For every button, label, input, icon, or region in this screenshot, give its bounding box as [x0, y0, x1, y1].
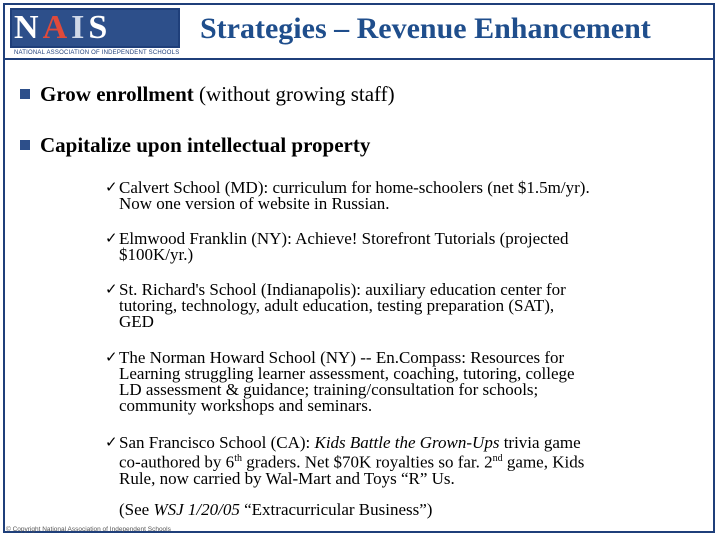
copyright-footer: © Copyright National Association of Independent Schools — [6, 526, 171, 533]
check-item-norman-howard — [105, 348, 709, 415]
check-line: co-authored by 6th graders. Net $70K royalties so far. 2nd game, Kids — [119, 452, 585, 472]
square-bullet-icon — [20, 89, 30, 99]
bullet-rest-text: (without growing staff) — [193, 82, 395, 106]
bullet-intellectual-property — [20, 133, 370, 157]
logo-letters — [14, 10, 111, 46]
see-reference: (See WSJ 1/20/05 “Extracurricular Business”) — [119, 500, 433, 519]
logo-letter-n: N — [14, 9, 39, 46]
check-line: Rule, now carried by Wal-Mart and Toys “R” Us. — [119, 468, 455, 488]
nais-logo — [10, 8, 180, 58]
bullet-bold-text: Grow enrollment — [40, 82, 194, 106]
logo-letter-a: A — [42, 9, 68, 46]
checkmark-icon: ✓ — [105, 350, 118, 366]
checkmark-icon: ✓ — [105, 282, 118, 298]
logo-bar — [10, 8, 180, 48]
logo-caption: NATIONAL ASSOCIATION OF INDEPENDENT SCHOOLS — [14, 50, 180, 56]
check-line: Calvert School (MD): curriculum for home-schoolers (net $1.5m/yr). — [119, 178, 590, 197]
slide-title: Strategies – Revenue Enhancement — [200, 12, 651, 45]
checkmark-icon: ✓ — [105, 180, 118, 196]
check-line: community workshops and seminars. — [119, 396, 373, 415]
checkmark-icon: ✓ — [105, 435, 118, 451]
wsj-citation: WSJ 1/20/05 — [153, 500, 240, 519]
check-line: $100K/yr.) — [119, 245, 194, 264]
check-line: Elmwood Franklin (NY): Achieve! Storefront Tutorials (projected — [119, 229, 569, 248]
check-item-calvert — [105, 178, 709, 213]
checkmark-icon: ✓ — [105, 231, 118, 247]
check-item-st-richards — [105, 280, 709, 331]
check-line: The Norman Howard School (NY) -- En.Compass: Resources for — [119, 348, 565, 367]
check-item-san-francisco — [105, 433, 709, 488]
check-line: Now one version of website in Russian. — [119, 194, 390, 213]
check-line: LD assessment & guidance; training/consultation for schools; — [119, 380, 539, 399]
check-line: tutoring, technology, adult education, testing preparation (SAT), — [119, 296, 555, 315]
title-divider — [5, 58, 713, 60]
logo-letter-s: S — [88, 9, 108, 46]
check-line: San Francisco School (CA): Kids Battle the Grown-Ups trivia game — [119, 433, 581, 452]
logo-letter-i: I — [71, 9, 85, 46]
bullet-bold-text: Capitalize upon intellectual property — [40, 133, 371, 157]
bullet-grow-enrollment — [20, 82, 395, 106]
square-bullet-icon — [20, 140, 30, 150]
check-item-elmwood — [105, 229, 709, 264]
check-line: Learning struggling learner assessment, coaching, tutoring, college — [119, 364, 575, 383]
game-title: Kids Battle the Grown-Ups — [314, 433, 500, 452]
check-line: St. Richard's School (Indianapolis): auxiliary education center for — [119, 280, 566, 299]
check-line: GED — [119, 312, 154, 331]
